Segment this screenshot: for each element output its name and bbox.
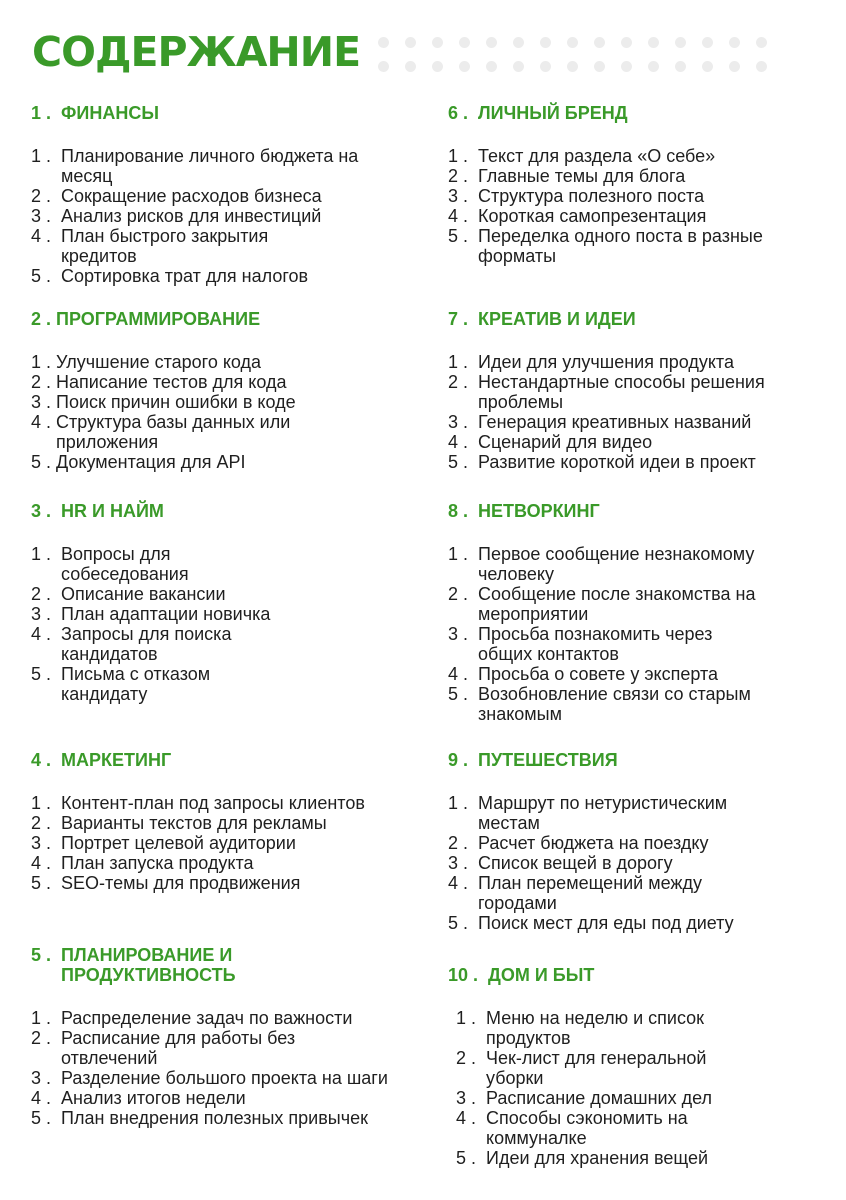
toc-section-1	[31, 103, 431, 286]
toc-item[interactable]	[448, 684, 846, 724]
section-number: 10 .	[448, 965, 489, 985]
toc-item[interactable]	[31, 186, 431, 206]
item-number: 2 .	[456, 1048, 487, 1068]
page-title: СОДЕРЖАНИЕ	[32, 28, 361, 76]
item-number: 4 .	[31, 853, 62, 873]
section-items	[31, 1008, 431, 1128]
item-text: Запросы для поиска кандидатов	[61, 624, 232, 664]
item-number: 2 .	[448, 584, 479, 604]
section-items	[31, 352, 431, 472]
section-number: 7 .	[448, 309, 479, 329]
section-title: МАРКЕТИНГ	[61, 750, 172, 770]
section-heading[interactable]	[31, 309, 431, 329]
toc-item[interactable]	[31, 813, 431, 833]
item-text: Первое сообщение незнакомому человеку	[478, 544, 755, 584]
decorative-dots	[378, 37, 767, 72]
toc-item[interactable]	[448, 186, 846, 206]
toc-item[interactable]	[31, 372, 431, 392]
item-number: 3 .	[31, 1068, 62, 1088]
item-number: 1 .	[456, 1008, 487, 1028]
item-text: Разделение большого проекта на шаги	[61, 1068, 388, 1088]
item-text: Написание тестов для кода	[56, 372, 287, 392]
item-number: 4 .	[448, 873, 479, 893]
section-title: ПУТЕШЕСТВИЯ	[478, 750, 618, 770]
toc-item[interactable]	[31, 1108, 431, 1128]
toc-item[interactable]	[31, 793, 431, 813]
decorative-dot	[621, 61, 632, 72]
toc-section-2	[31, 309, 431, 472]
item-number: 4 .	[456, 1108, 487, 1128]
toc-section-3	[31, 501, 431, 704]
toc-item[interactable]	[31, 266, 431, 286]
item-number: 2 .	[448, 166, 479, 186]
item-text: Структура базы данных или приложения	[56, 412, 291, 452]
item-number: 5 .	[456, 1148, 487, 1168]
section-heading[interactable]	[448, 103, 846, 123]
section-number: 4 .	[31, 750, 62, 770]
item-text: Просьба о совете у эксперта	[478, 664, 719, 684]
toc-item[interactable]	[448, 873, 846, 913]
item-text: Вопросы для собеседования	[61, 544, 189, 584]
toc-item[interactable]	[448, 166, 846, 186]
toc-item[interactable]	[31, 584, 431, 604]
toc-item[interactable]	[448, 544, 846, 584]
item-number: 1 .	[31, 544, 62, 564]
item-text: Документация для API	[56, 452, 246, 472]
toc-section-8	[448, 501, 846, 724]
toc-item[interactable]	[448, 452, 846, 472]
decorative-dot	[405, 61, 416, 72]
toc-item[interactable]	[448, 412, 846, 432]
item-text: План адаптации новичка	[61, 604, 271, 624]
section-number: 5 .	[31, 945, 62, 965]
toc-item[interactable]	[31, 873, 431, 893]
toc-section-5	[31, 945, 431, 1128]
item-number: 3 .	[31, 206, 62, 226]
toc-section-9	[448, 750, 846, 933]
item-number: 1 .	[31, 352, 57, 372]
toc-item[interactable]	[31, 226, 431, 266]
decorative-dot	[702, 37, 713, 48]
section-title: ДОМ И БЫТ	[488, 965, 595, 985]
item-number: 4 .	[448, 664, 479, 684]
decorative-dot	[405, 37, 416, 48]
item-text: Идеи для хранения вещей	[486, 1148, 709, 1168]
decorative-dot	[729, 61, 740, 72]
item-text: Сокращение расходов бизнеса	[61, 186, 322, 206]
section-heading[interactable]	[448, 501, 846, 521]
toc-item[interactable]	[31, 664, 431, 704]
item-text: Сообщение после знакомства на мероприятии	[478, 584, 756, 624]
decorative-dot	[432, 37, 443, 48]
item-text: Расписание домашних дел	[486, 1088, 713, 1108]
decorative-dot	[513, 61, 524, 72]
toc-item[interactable]	[31, 146, 431, 186]
section-number: 9 .	[448, 750, 479, 770]
item-number: 5 .	[31, 452, 57, 472]
toc-item[interactable]	[448, 624, 846, 664]
item-number: 2 .	[448, 833, 479, 853]
item-number: 1 .	[448, 544, 479, 564]
toc-item[interactable]	[456, 1088, 846, 1108]
toc-item[interactable]	[31, 853, 431, 873]
item-text: Расписание для работы без отвлечений	[61, 1028, 296, 1068]
decorative-dot	[459, 37, 470, 48]
toc-item[interactable]	[31, 604, 431, 624]
toc-item[interactable]	[448, 352, 846, 372]
toc-item[interactable]	[31, 624, 431, 664]
decorative-dot	[378, 61, 389, 72]
item-number: 1 .	[31, 793, 62, 813]
toc-item[interactable]	[448, 913, 846, 933]
decorative-dot	[594, 37, 605, 48]
section-title: ПЛАНИРОВАНИЕ И ПРОДУКТИВНОСТЬ	[61, 945, 236, 985]
item-number: 5 .	[448, 913, 479, 933]
item-number: 1 .	[448, 146, 479, 166]
toc-item[interactable]	[31, 1088, 431, 1108]
item-text: Сортировка трат для налогов	[61, 266, 309, 286]
item-text: Распределение задач по важности	[61, 1008, 353, 1028]
toc-section-10	[448, 965, 846, 1168]
item-text: SEO-темы для продвижения	[61, 873, 301, 893]
section-number: 8 .	[448, 501, 479, 521]
toc-item[interactable]	[448, 853, 846, 873]
section-heading[interactable]	[31, 501, 431, 521]
decorative-dot	[648, 61, 659, 72]
item-text: План перемещений между городами	[478, 873, 702, 913]
toc-item[interactable]	[31, 1068, 431, 1088]
toc-item[interactable]	[31, 1028, 431, 1068]
toc-section-7	[448, 309, 846, 472]
toc-item[interactable]	[448, 146, 846, 166]
item-number: 4 .	[448, 206, 479, 226]
item-text: Возобновление связи со старым знакомым	[478, 684, 751, 724]
decorative-dot	[459, 61, 470, 72]
item-number: 4 .	[31, 624, 62, 644]
item-text: Короткая самопрезентация	[478, 206, 707, 226]
item-number: 5 .	[31, 664, 62, 684]
section-items	[31, 146, 431, 286]
decorative-dot	[702, 61, 713, 72]
item-text: Меню на неделю и список продуктов	[486, 1008, 705, 1048]
item-text: Письма с отказом кандидату	[61, 664, 211, 704]
section-number: 3 .	[31, 501, 62, 521]
item-text: Нестандартные способы решения проблемы	[478, 372, 765, 412]
decorative-dot	[540, 61, 551, 72]
item-text: Сценарий для видео	[478, 432, 653, 452]
item-text: Улучшение старого кода	[56, 352, 262, 372]
item-number: 3 .	[448, 853, 479, 873]
toc-item[interactable]	[456, 1048, 846, 1088]
toc-item[interactable]	[448, 372, 846, 412]
item-number: 3 .	[31, 604, 62, 624]
item-text: Анализ рисков для инвестиций	[61, 206, 322, 226]
section-items	[31, 544, 431, 704]
item-text: Варианты текстов для рекламы	[61, 813, 327, 833]
item-text: Портрет целевой аудитории	[61, 833, 296, 853]
toc-item[interactable]	[448, 226, 846, 266]
toc-column-right	[448, 103, 846, 1168]
section-items	[448, 352, 846, 472]
decorative-dot	[675, 61, 686, 72]
item-text: Расчет бюджета на поездку	[478, 833, 709, 853]
section-items	[448, 544, 846, 724]
decorative-dot	[513, 37, 524, 48]
decorative-dot	[432, 61, 443, 72]
item-text: Список вещей в дорогу	[478, 853, 673, 873]
section-heading[interactable]	[448, 309, 846, 329]
item-text: Способы сэкономить на коммуналке	[486, 1108, 688, 1148]
item-number: 4 .	[31, 1088, 62, 1108]
toc-item[interactable]	[448, 432, 846, 452]
item-number: 2 .	[31, 584, 62, 604]
toc-item[interactable]	[456, 1008, 846, 1048]
decorative-dot	[648, 37, 659, 48]
item-text: Анализ итогов недели	[61, 1088, 246, 1108]
toc-item[interactable]	[448, 664, 846, 684]
item-text: Просьба познакомить через общих контактов	[478, 624, 713, 664]
section-title: ФИНАНСЫ	[61, 103, 159, 123]
item-text: Переделка одного поста в разные форматы	[478, 226, 763, 266]
toc-item[interactable]	[448, 584, 846, 624]
item-number: 5 .	[448, 684, 479, 704]
item-text: Идеи для улучшения продукта	[478, 352, 734, 372]
item-number: 2 .	[448, 372, 479, 392]
section-title: ЛИЧНЫЙ БРЕНД	[478, 103, 628, 123]
item-number: 2 .	[31, 1028, 62, 1048]
item-number: 1 .	[31, 146, 62, 166]
section-heading[interactable]	[31, 750, 431, 770]
toc-section-6	[448, 103, 846, 266]
section-items	[448, 1008, 846, 1168]
item-number: 1 .	[448, 793, 479, 813]
item-text: Маршрут по нетуристическим местам	[478, 793, 728, 833]
decorative-dot	[675, 37, 686, 48]
item-text: Чек-лист для генеральной уборки	[486, 1048, 707, 1088]
item-number: 5 .	[448, 452, 479, 472]
decorative-dot	[756, 61, 767, 72]
section-heading[interactable]	[31, 945, 431, 985]
item-text: Генерация креативных названий	[478, 412, 752, 432]
decorative-dot	[567, 61, 578, 72]
item-number: 3 .	[31, 392, 57, 412]
toc-item[interactable]	[456, 1108, 846, 1148]
item-number: 3 .	[456, 1088, 487, 1108]
item-number: 4 .	[31, 226, 62, 246]
decorative-dot	[567, 37, 578, 48]
decorative-dot	[594, 61, 605, 72]
toc-section-4	[31, 750, 431, 893]
toc-item[interactable]	[31, 392, 431, 412]
item-number: 5 .	[31, 873, 62, 893]
item-number: 5 .	[31, 1108, 62, 1128]
section-items	[448, 793, 846, 933]
item-text: План внедрения полезных привычек	[61, 1108, 368, 1128]
item-number: 1 .	[448, 352, 479, 372]
section-number: 6 .	[448, 103, 479, 123]
decorative-dot	[729, 37, 740, 48]
decorative-dot	[756, 37, 767, 48]
item-number: 1 .	[31, 1008, 62, 1028]
section-number: 1 .	[31, 103, 62, 123]
toc-item[interactable]	[31, 833, 431, 853]
toc-item[interactable]	[31, 352, 431, 372]
item-text: План запуска продукта	[61, 853, 254, 873]
toc-item[interactable]	[31, 544, 431, 584]
item-number: 3 .	[448, 186, 479, 206]
decorative-dot	[621, 37, 632, 48]
toc-item[interactable]	[31, 412, 431, 452]
toc-item[interactable]	[448, 833, 846, 853]
item-number: 3 .	[448, 624, 479, 644]
section-heading[interactable]	[31, 103, 431, 123]
item-number: 3 .	[448, 412, 479, 432]
item-text: Развитие короткой идеи в проект	[478, 452, 756, 472]
item-text: Поиск мест для еды под диету	[478, 913, 734, 933]
item-number: 4 .	[448, 432, 479, 452]
section-title: КРЕАТИВ И ИДЕИ	[478, 309, 636, 329]
item-text: Главные темы для блога	[478, 166, 686, 186]
decorative-dot	[486, 61, 497, 72]
toc-item[interactable]	[31, 1008, 431, 1028]
item-text: Описание вакансии	[61, 584, 226, 604]
section-items	[448, 146, 846, 266]
item-text: Контент-план под запросы клиентов	[61, 793, 365, 813]
item-number: 3 .	[31, 833, 62, 853]
item-number: 2 .	[31, 372, 57, 392]
item-text: Структура полезного поста	[478, 186, 705, 206]
decorative-dot	[486, 37, 497, 48]
toc-item[interactable]	[31, 206, 431, 226]
section-title: ПРОГРАММИРОВАНИЕ	[56, 309, 261, 329]
toc-column-left	[31, 103, 431, 1128]
section-items	[31, 793, 431, 893]
toc-item[interactable]	[31, 452, 431, 472]
section-heading[interactable]	[448, 750, 846, 770]
section-number: 2 .	[31, 309, 57, 329]
section-title: HR И НАЙМ	[61, 501, 164, 521]
item-text: Текст для раздела «О себе»	[478, 146, 716, 166]
item-text: Планирование личного бюджета на месяц	[61, 146, 359, 186]
item-number: 2 .	[31, 813, 62, 833]
decorative-dot	[540, 37, 551, 48]
toc-item[interactable]	[448, 206, 846, 226]
item-text: Поиск причин ошибки в коде	[56, 392, 296, 412]
item-number: 5 .	[31, 266, 62, 286]
section-heading[interactable]	[448, 965, 846, 985]
decorative-dot	[378, 37, 389, 48]
item-text: План быстрого закрытия кредитов	[61, 226, 269, 266]
item-number: 4 .	[31, 412, 57, 432]
item-number: 5 .	[448, 226, 479, 246]
section-title: НЕТВОРКИНГ	[478, 501, 600, 521]
toc-item[interactable]	[456, 1148, 846, 1168]
item-number: 2 .	[31, 186, 62, 206]
toc-item[interactable]	[448, 793, 846, 833]
